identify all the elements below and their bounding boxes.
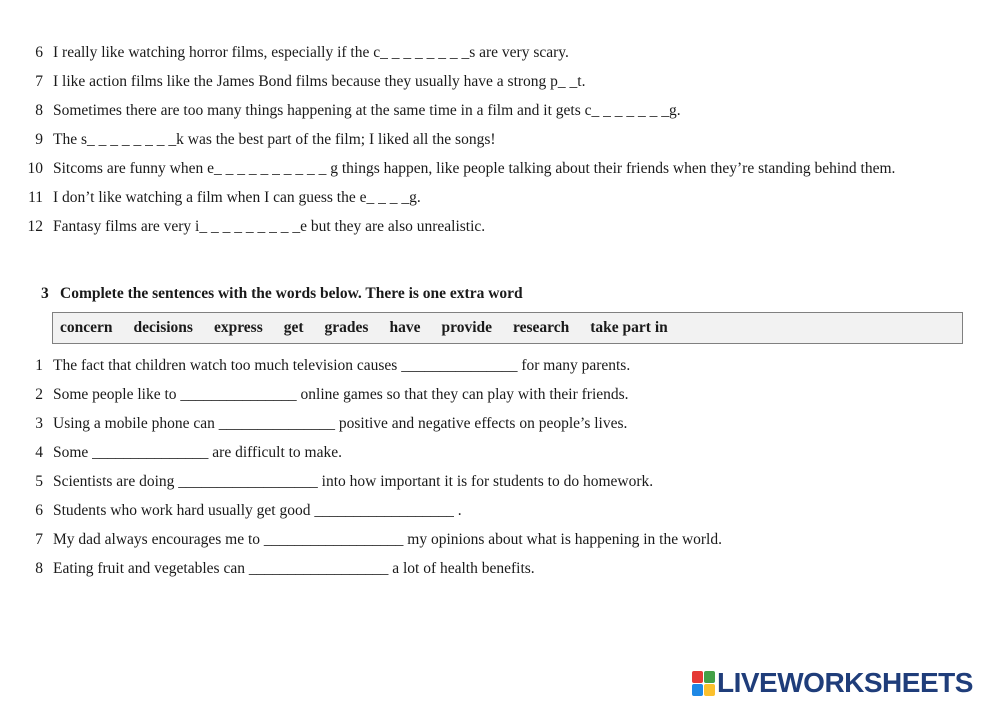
logo-square-icon — [704, 671, 715, 683]
word-bank-word: research — [513, 319, 570, 336]
item-number: 6 — [35, 44, 43, 61]
word-bank-word: take part in — [590, 319, 668, 336]
item-text: Students who work hard usually get good __________________ . — [53, 502, 462, 519]
word-bank-word: have — [389, 319, 421, 336]
item-number: 7 — [35, 531, 43, 548]
logo-text: LIVEWORKSHEETS — [717, 667, 973, 698]
item-number: 8 — [35, 102, 43, 119]
exercise-3-heading — [41, 285, 523, 303]
item-text: Some people like to _______________ online games so that they can play with their friends. — [53, 386, 629, 403]
item-text: Fantasy films are very i_ _ _ _ _ _ _ _ _e but they are also unrealistic. — [53, 218, 486, 235]
item-number: 4 — [35, 444, 43, 461]
item-text: My dad always encourages me to __________________ my opinions about what is happening in the world. — [53, 531, 722, 548]
word-bank-word: grades — [324, 319, 369, 336]
item-number: 5 — [35, 473, 43, 490]
item-text: Sometimes there are too many things happening at the same time in a film and it gets c_ _ _ _ _ _ _g. — [53, 102, 681, 119]
exercise-3-number: 3 — [41, 285, 49, 302]
word-bank-word: provide — [441, 319, 492, 336]
item-text: Scientists are doing __________________ into how important it is for students to do homework. — [53, 473, 654, 490]
item-number: 1 — [35, 357, 43, 374]
word-bank-word: express — [213, 319, 263, 336]
item-number: 9 — [35, 131, 43, 148]
item-number: 7 — [35, 73, 43, 90]
item-text: I really like watching horror films, especially if the c_ _ _ _ _ _ _ _s are very scary. — [53, 44, 569, 61]
item-text: The s_ _ _ _ _ _ _ _k was the best part of the film; I liked all the songs! — [53, 131, 496, 148]
logo-square-icon — [704, 684, 715, 696]
item-text: I don’t like watching a film when I can guess the e_ _ _ _g. — [53, 189, 421, 206]
item-number: 12 — [27, 218, 43, 235]
item-number: 11 — [28, 189, 43, 206]
item-text: Some _______________ are difficult to make. — [53, 444, 342, 461]
item-text: I like action films like the James Bond films because they usually have a strong p_ _t. — [53, 73, 586, 90]
word-bank-word: decisions — [133, 319, 193, 336]
item-text: Using a mobile phone can _______________ positive and negative effects on people’s lives. — [53, 415, 628, 432]
exercise-3-instruction: Complete the sentences with the words below. There is one extra word — [60, 285, 523, 302]
item-number: 10 — [27, 160, 43, 177]
word-bank-word: get — [283, 319, 304, 336]
item-text: Sitcoms are funny when e_ _ _ _ _ _ _ _ _ _ g things happen, like people talking about their friends when they’re standing behind them. — [53, 160, 896, 177]
liveworksheets-logo — [692, 666, 973, 700]
item-number: 8 — [35, 560, 43, 577]
logo-mark-icon — [692, 671, 714, 695]
item-text: Eating fruit and vegetables can __________________ a lot of health benefits. — [53, 560, 535, 577]
item-number: 3 — [35, 415, 43, 432]
item-text: The fact that children watch too much television causes _______________ for many parents. — [53, 357, 631, 374]
item-number: 6 — [35, 502, 43, 519]
word-bank — [52, 312, 963, 344]
logo-square-icon — [692, 684, 703, 696]
logo-square-icon — [692, 671, 703, 683]
item-number: 2 — [35, 386, 43, 403]
word-bank-word: concern — [60, 319, 113, 336]
